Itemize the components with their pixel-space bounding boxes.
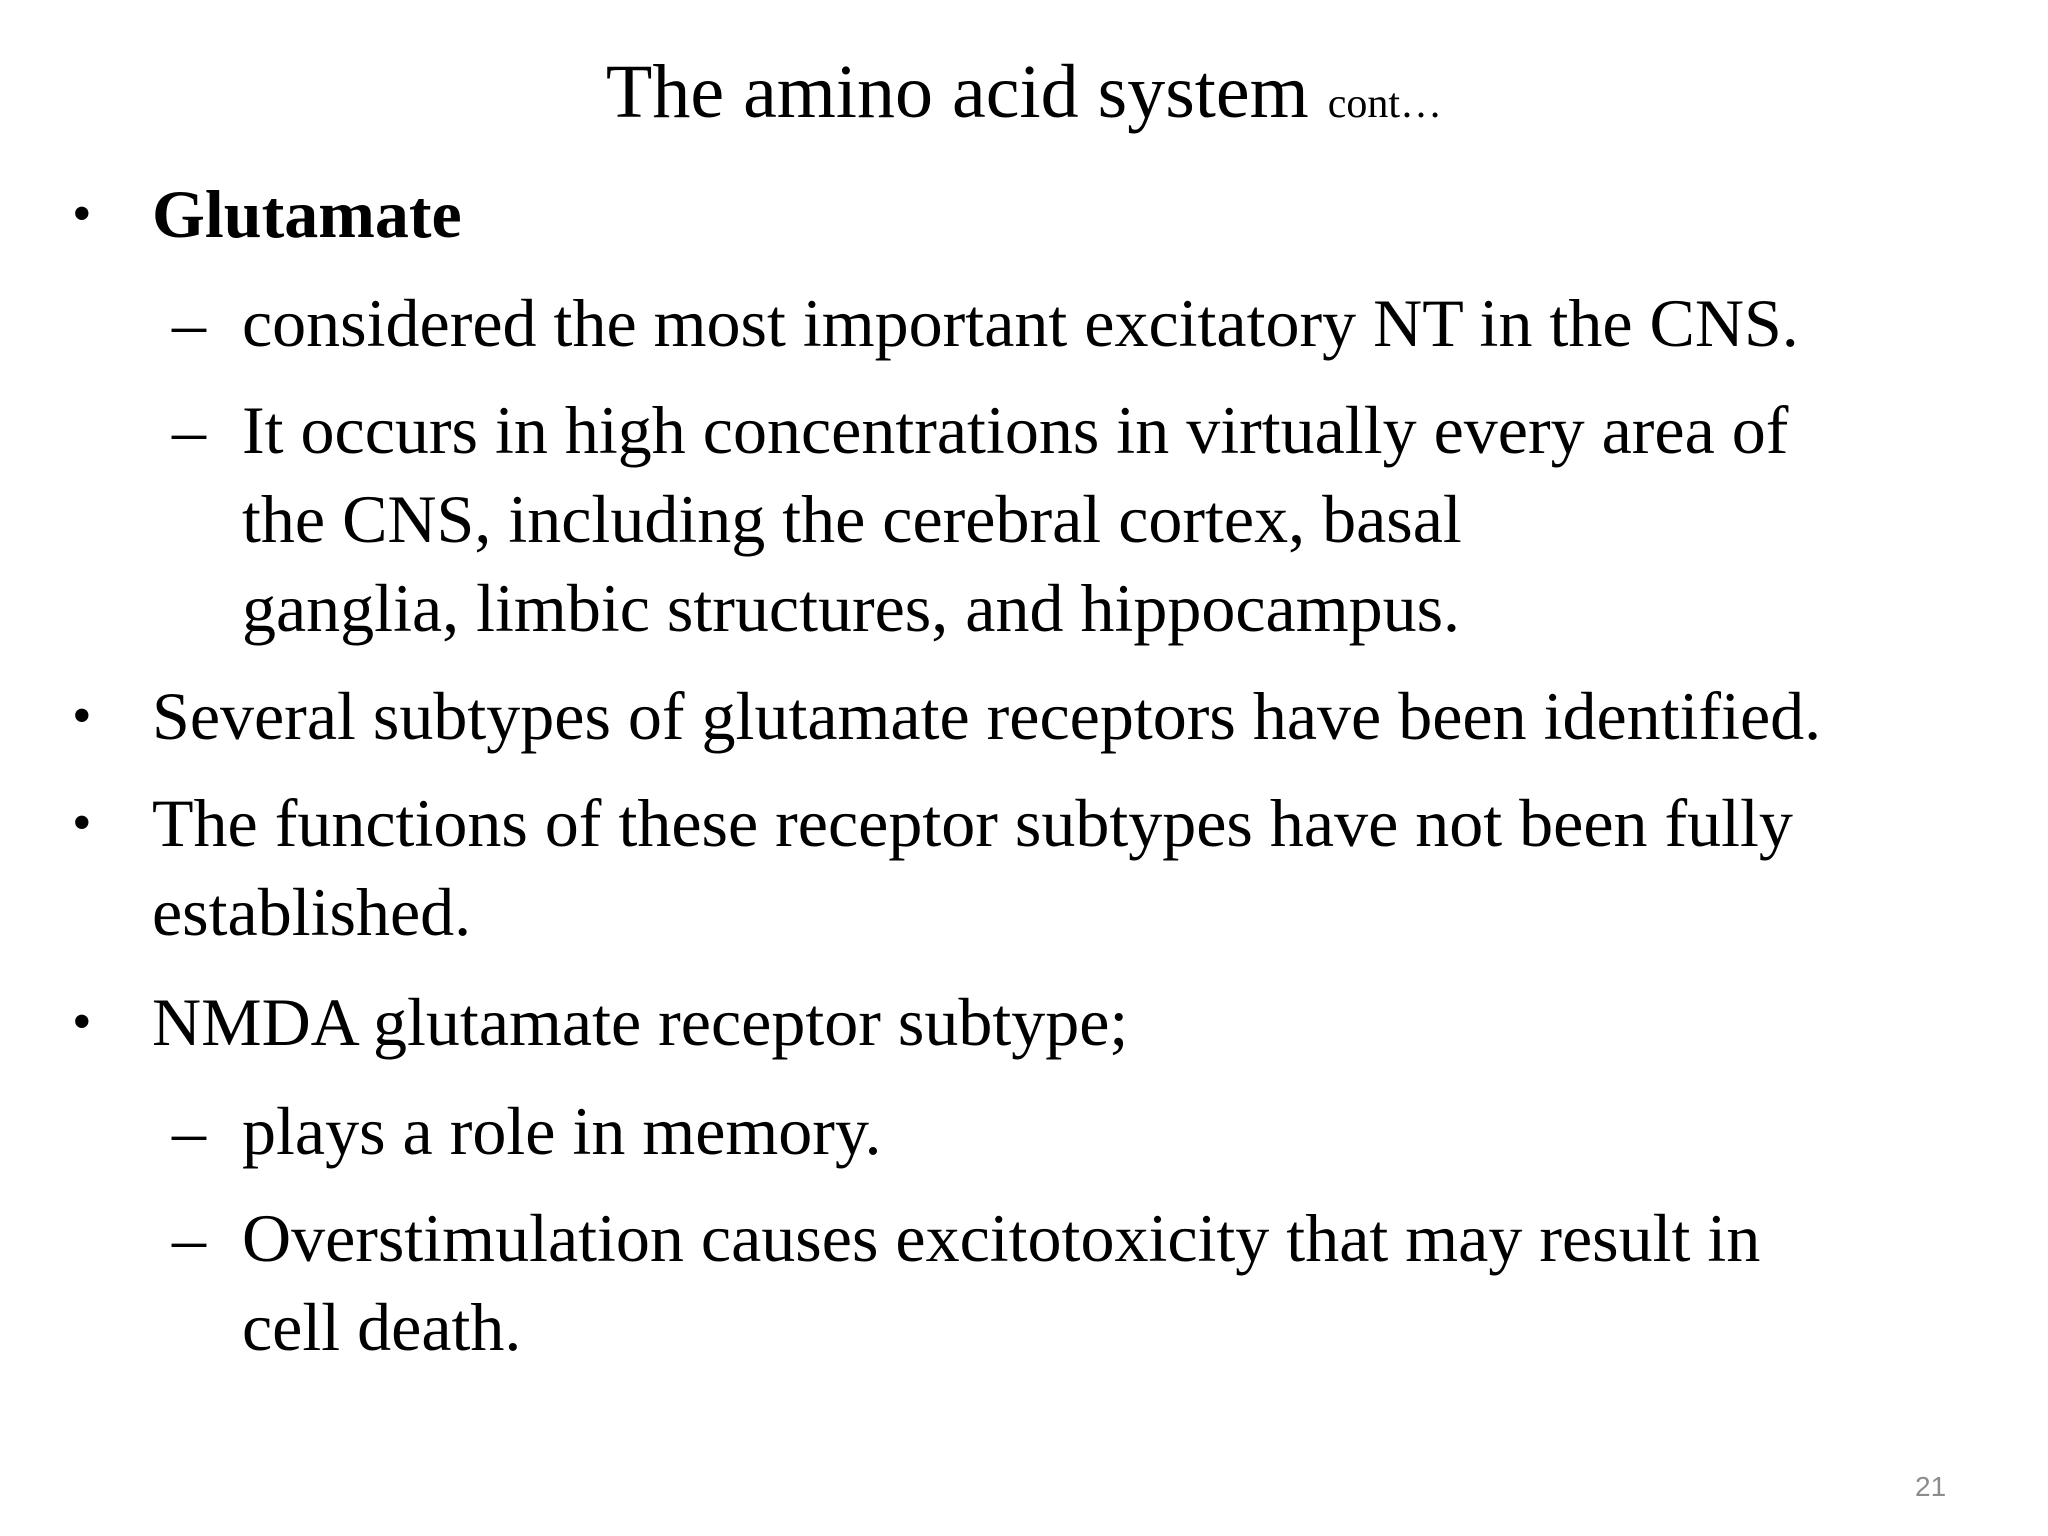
subitem-text: the CNS, including the cerebral cortex, basal bbox=[242, 481, 1462, 557]
bullet-text-glutamate: Glutamate bbox=[152, 176, 462, 252]
slide-title-suffix: cont… bbox=[1327, 81, 1443, 127]
dash-marker: – bbox=[172, 392, 206, 468]
subitem-text: plays a role in memory. bbox=[242, 1093, 882, 1169]
dash-marker: – bbox=[172, 1093, 206, 1169]
bullet-marker: • bbox=[72, 183, 92, 245]
subitem-text: considered the most important excitatory NT in the CNS. bbox=[242, 285, 1799, 361]
bullet-text: NMDA glutamate receptor subtype; bbox=[152, 984, 1129, 1060]
bullet-text: Several subtypes of glutamate receptors have been identified. bbox=[152, 678, 1822, 754]
subitem-text: It occurs in high concentrations in virtually every area of bbox=[242, 392, 1789, 468]
bullet-text: established. bbox=[152, 874, 472, 950]
slide-title-main: The amino acid system bbox=[605, 50, 1309, 134]
bullet-text: The functions of these receptor subtypes have not been fully bbox=[152, 785, 1793, 861]
page-number: 21 bbox=[1915, 1471, 1947, 1502]
subitem-text: cell death. bbox=[242, 1289, 522, 1365]
slide-title bbox=[0, 44, 2048, 152]
bullet-marker: • bbox=[72, 991, 92, 1053]
dash-marker: – bbox=[172, 285, 206, 361]
dash-marker: – bbox=[172, 1200, 206, 1276]
subitem-text: Overstimulation causes excitotoxicity that may result in bbox=[242, 1200, 1761, 1276]
subitem-text: ganglia, limbic structures, and hippocampus. bbox=[242, 570, 1461, 646]
bullet-marker: • bbox=[72, 792, 92, 854]
bullet-marker: • bbox=[72, 685, 92, 747]
